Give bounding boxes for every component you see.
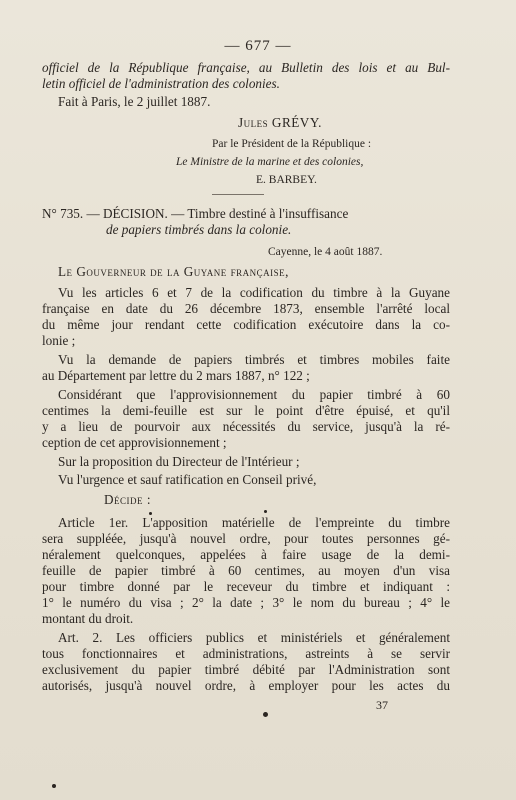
article-line: Article 1er. L'apposition matérielle de l'empreinte du timbre — [58, 515, 450, 530]
article-line: Art. 2. Les officiers publics et ministériels et généralement — [58, 630, 450, 645]
body-line: Vu la demande de papiers timbrés et timbres mobiles faite — [58, 352, 450, 367]
page-number: — 677 — — [224, 38, 292, 54]
article-line: exclusivement du papier timbré débité par l'Administration sont — [42, 662, 450, 677]
article-line: feuille de papier timbré à 60 centimes, au moyen d'un visa — [42, 563, 450, 578]
separator-rule — [212, 194, 264, 195]
body-line: Vu l'urgence et sauf ratification en Conseil privé, — [58, 472, 317, 487]
minister-name: E. BARBEY. — [256, 174, 317, 186]
body-line: centimes la demi-feuille est sur le point d'être épuisé, et qu'il — [42, 403, 450, 418]
article-line: néralement quelconques, appelées à faire usage de la demi- — [42, 547, 450, 562]
body-line: Vu les articles 6 et 7 de la codification du timbre à la Guyane — [58, 285, 450, 300]
article-line: pour timbre donné par le receveur du timbre et indiquant : — [42, 579, 450, 594]
body-line: ception de cet approvisionnement ; — [42, 435, 227, 450]
decision-heading: N° 735. — DÉCISION. — Timbre destiné à l'insuffisance — [42, 206, 349, 221]
body-line: du même jour rendant cette codification exécutoire dans la co- — [42, 317, 450, 332]
article-line: montant du droit. — [42, 611, 134, 626]
governor: Le Gouverneur de la Guyane française, — [58, 264, 289, 279]
body-line: Considérant que l'approvisionnement du papier timbré à 60 — [58, 387, 450, 402]
ink-spot — [263, 712, 268, 717]
decision-heading-cont: de papiers timbrés dans la colonie. — [106, 222, 292, 237]
place-date: Cayenne, le 4 août 1887. — [268, 246, 383, 258]
ink-spot — [52, 784, 56, 788]
body-line: au Département par lettre du 2 mars 1887, n° 122 ; — [42, 368, 310, 383]
article-line: sera suppléée, jusqu'à nouvel ordre, pour toutes personnes gé- — [42, 531, 450, 546]
article-line: 1° le numéro du visa ; 2° la date ; 3° le nom du bureau ; 4° le — [42, 595, 450, 610]
text-line: officiel de la République française, au Bulletin des lois et au Bul- — [42, 60, 450, 75]
text-line: letin officiel de l'administration des colonies. — [42, 76, 280, 91]
body-line: française en date du 26 décembre 1873, ensemble l'arrêté local — [42, 301, 450, 316]
body-line: Sur la proposition du Directeur de l'Intérieur ; — [58, 454, 300, 469]
article-line: autorisés, jusqu'à nouvel ordre, à employer pour les actes du — [42, 678, 450, 693]
signing-date: Fait à Paris, le 2 juillet 1887. — [58, 94, 211, 109]
article-line: tous fonctionnaires et administrations, astreints à se servir — [42, 646, 450, 661]
body-line: lonie ; — [42, 333, 76, 348]
body-line: y a lieu de pourvoir aux nécessités du service, jusqu'à la ré- — [42, 419, 450, 434]
minister-title: Le Ministre de la marine et des colonies, — [176, 156, 364, 168]
ink-spot — [264, 510, 267, 513]
ink-spot — [149, 512, 152, 515]
signatory: Jules GRÉVY. — [238, 115, 322, 130]
signature-mark: 37 — [376, 698, 388, 712]
by-president: Par le Président de la République : — [212, 138, 372, 150]
decide-heading: Décide : — [104, 492, 151, 507]
